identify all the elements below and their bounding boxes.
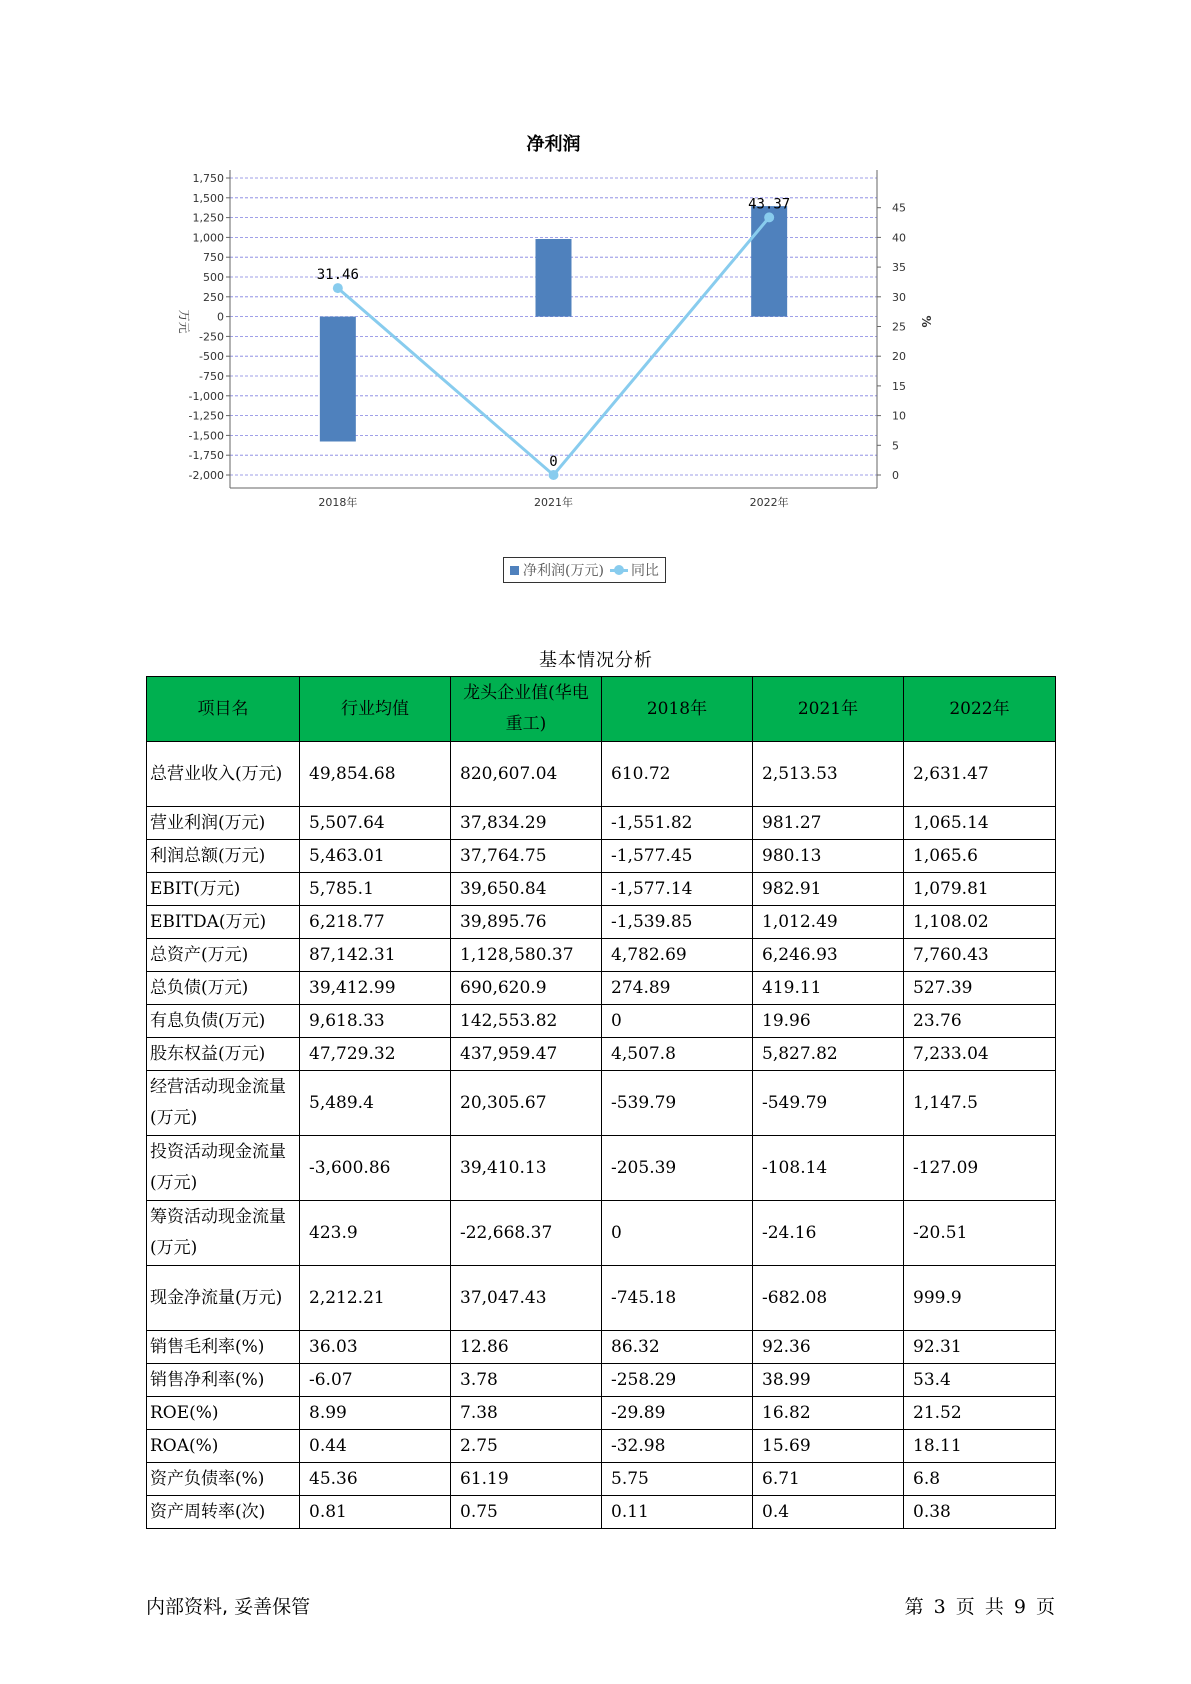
value-cell: 37,834.29 — [451, 807, 602, 840]
value-cell: 527.39 — [904, 972, 1056, 1005]
value-cell: 92.36 — [753, 1331, 904, 1364]
right-tick-label: 15 — [892, 379, 906, 393]
row-name-cell: 有息负债(万元) — [147, 1005, 300, 1038]
value-cell: 820,607.04 — [451, 742, 602, 807]
table-body — [147, 742, 1056, 1529]
left-tick-label: 1,500 — [192, 191, 224, 205]
value-cell: -24.16 — [753, 1201, 904, 1266]
right-tick-label: 30 — [892, 290, 906, 304]
value-cell: 39,895.76 — [451, 906, 602, 939]
row-name-cell: EBIT(万元) — [147, 873, 300, 906]
left-tick-label: 1,000 — [192, 231, 224, 245]
right-tick-label: 45 — [892, 201, 906, 215]
value-cell: -549.79 — [753, 1071, 904, 1136]
value-cell: 4,507.8 — [602, 1038, 753, 1071]
value-cell: 37,047.43 — [451, 1266, 602, 1331]
value-cell: 49,854.68 — [300, 742, 451, 807]
value-cell: 39,412.99 — [300, 972, 451, 1005]
value-cell: 6.8 — [904, 1463, 1056, 1496]
row-name-cell: 总营业收入(万元) — [147, 742, 300, 807]
value-cell: 999.9 — [904, 1266, 1056, 1331]
value-cell: 37,764.75 — [451, 840, 602, 873]
value-cell: 437,959.47 — [451, 1038, 602, 1071]
row-name-cell: 营业利润(万元) — [147, 807, 300, 840]
table-row — [147, 1430, 1056, 1463]
table-row — [147, 873, 1056, 906]
value-cell: 1,079.81 — [904, 873, 1056, 906]
header-cell: 龙头企业值(华电重工) — [451, 677, 602, 742]
left-axis-name: 万元 — [177, 309, 191, 334]
row-name-cell: 销售毛利率(%) — [147, 1331, 300, 1364]
value-cell: 1,012.49 — [753, 906, 904, 939]
category-label: 2022年 — [749, 496, 789, 509]
net-profit-chart — [170, 130, 1030, 590]
header-cell: 项目名 — [147, 677, 300, 742]
row-name-cell: 投资活动现金流量(万元) — [147, 1136, 300, 1201]
row-name-cell: 总负债(万元) — [147, 972, 300, 1005]
value-cell: -1,577.45 — [602, 840, 753, 873]
value-cell: 19.96 — [753, 1005, 904, 1038]
row-name-cell: 资产负债率(%) — [147, 1463, 300, 1496]
value-cell: 5.75 — [602, 1463, 753, 1496]
value-cell: 690,620.9 — [451, 972, 602, 1005]
row-name-cell: 股东权益(万元) — [147, 1038, 300, 1071]
left-tick-label: -1,000 — [188, 389, 224, 403]
left-tick-label: -1,500 — [188, 429, 224, 443]
value-cell: -3,600.86 — [300, 1136, 451, 1201]
table-row — [147, 1496, 1056, 1529]
value-cell: 12.86 — [451, 1331, 602, 1364]
table-caption: 基本情况分析 — [539, 650, 653, 671]
right-tick-label: 20 — [892, 350, 906, 364]
value-cell: 39,650.84 — [451, 873, 602, 906]
row-name-cell: 销售净利率(%) — [147, 1364, 300, 1397]
value-cell: 47,729.32 — [300, 1038, 451, 1071]
right-tick-label: 35 — [892, 261, 906, 275]
table-row — [147, 807, 1056, 840]
row-name-cell: 筹资活动现金流量(万元) — [147, 1201, 300, 1266]
value-cell: -1,539.85 — [602, 906, 753, 939]
value-cell: 142,553.82 — [451, 1005, 602, 1038]
category-label: 2018年 — [318, 496, 358, 509]
right-axis-name: % — [919, 315, 933, 328]
value-cell: -1,551.82 — [602, 807, 753, 840]
row-name-cell: EBITDA(万元) — [147, 906, 300, 939]
value-cell: 5,489.4 — [300, 1071, 451, 1136]
value-cell: 45.36 — [300, 1463, 451, 1496]
row-name-cell: 资产周转率(次) — [147, 1496, 300, 1529]
value-cell: 610.72 — [602, 742, 753, 807]
row-name-cell: 利润总额(万元) — [147, 840, 300, 873]
value-cell: 7,760.43 — [904, 939, 1056, 972]
left-tick-label: -1,250 — [188, 409, 224, 423]
legend-line-swatch — [610, 565, 628, 575]
value-cell: -32.98 — [602, 1430, 753, 1463]
table-row — [147, 1071, 1056, 1136]
row-name-cell: 现金净流量(万元) — [147, 1266, 300, 1331]
value-cell: 20,305.67 — [451, 1071, 602, 1136]
value-cell: -29.89 — [602, 1397, 753, 1430]
value-cell: 23.76 — [904, 1005, 1056, 1038]
yoy-point — [549, 470, 559, 480]
table-row — [147, 1005, 1056, 1038]
value-cell: -1,577.14 — [602, 873, 753, 906]
table-row — [147, 939, 1056, 972]
right-tick-label: 5 — [892, 439, 899, 453]
legend-bar-label: 净利润(万元) — [523, 563, 604, 579]
left-tick-label: 1,250 — [192, 211, 224, 225]
value-cell: 0.4 — [753, 1496, 904, 1529]
value-cell: 21.52 — [904, 1397, 1056, 1430]
legend-item-line — [604, 560, 659, 580]
row-name-cell: 经营活动现金流量(万元) — [147, 1071, 300, 1136]
value-cell: 9,618.33 — [300, 1005, 451, 1038]
value-cell: -682.08 — [753, 1266, 904, 1331]
legend-line-label: 同比 — [630, 563, 659, 579]
value-cell: 5,785.1 — [300, 873, 451, 906]
value-cell: 0.75 — [451, 1496, 602, 1529]
value-cell: 2,513.53 — [753, 742, 904, 807]
value-cell: 0.44 — [300, 1430, 451, 1463]
value-cell: 18.11 — [904, 1430, 1056, 1463]
legend-bar-swatch — [510, 566, 519, 575]
table-row — [147, 1266, 1056, 1331]
value-cell: 7.38 — [451, 1397, 602, 1430]
table-row — [147, 1397, 1056, 1430]
value-cell: 61.19 — [451, 1463, 602, 1496]
value-cell: 0.81 — [300, 1496, 451, 1529]
value-cell: 423.9 — [300, 1201, 451, 1266]
value-cell: 1,065.14 — [904, 807, 1056, 840]
value-cell: 53.4 — [904, 1364, 1056, 1397]
value-cell: 15.69 — [753, 1430, 904, 1463]
chart-svg — [170, 130, 1030, 590]
value-cell: 5,507.64 — [300, 807, 451, 840]
value-cell: -20.51 — [904, 1201, 1056, 1266]
category-label: 2021年 — [534, 496, 573, 509]
left-tick-label: 500 — [203, 271, 224, 284]
table-row — [147, 906, 1056, 939]
left-tick-label: 0 — [217, 310, 224, 324]
table-row — [147, 1331, 1056, 1364]
yoy-point — [333, 283, 343, 293]
value-cell: 2,631.47 — [904, 742, 1056, 807]
value-cell: -6.07 — [300, 1364, 451, 1397]
header-cell: 行业均值 — [300, 677, 451, 742]
value-cell: 39,410.13 — [451, 1136, 602, 1201]
value-cell: 980.13 — [753, 840, 904, 873]
value-cell: 1,128,580.37 — [451, 939, 602, 972]
value-cell: 8.99 — [300, 1397, 451, 1430]
chart-legend — [503, 557, 666, 583]
left-tick-label: -1,750 — [188, 449, 224, 463]
header-cell: 2022年 — [904, 677, 1056, 742]
value-cell: -127.09 — [904, 1136, 1056, 1201]
left-tick-label: -750 — [199, 370, 224, 383]
table-row — [147, 742, 1056, 807]
footer-confidential-note: 内部资料, 妥善保管 — [146, 1596, 311, 1618]
value-cell: 0.38 — [904, 1496, 1056, 1529]
value-cell: 87,142.31 — [300, 939, 451, 972]
value-cell: 1,108.02 — [904, 906, 1056, 939]
table-row — [147, 1364, 1056, 1397]
footer-page-number: 第 3 页 共 9 页 — [904, 1596, 1055, 1618]
value-cell: 36.03 — [300, 1331, 451, 1364]
table-row — [147, 1038, 1056, 1071]
value-cell: 981.27 — [753, 807, 904, 840]
value-cell: 419.11 — [753, 972, 904, 1005]
value-cell: 0 — [602, 1005, 753, 1038]
table-header-row — [147, 677, 1056, 742]
value-cell: 3.78 — [451, 1364, 602, 1397]
value-cell: 7,233.04 — [904, 1038, 1056, 1071]
value-cell: 38.99 — [753, 1364, 904, 1397]
table-row — [147, 1463, 1056, 1496]
value-cell: -258.29 — [602, 1364, 753, 1397]
row-name-cell: ROA(%) — [147, 1430, 300, 1463]
table-row — [147, 1201, 1056, 1266]
value-cell: 0 — [602, 1201, 753, 1266]
yoy-point — [764, 212, 774, 222]
yoy-data-label: 43.37 — [748, 196, 791, 213]
value-cell: -205.39 — [602, 1136, 753, 1201]
legend-item-bar — [510, 560, 604, 580]
table-row — [147, 840, 1056, 873]
value-cell: 16.82 — [753, 1397, 904, 1430]
left-tick-label: -2,000 — [188, 469, 224, 482]
value-cell: 6,246.93 — [753, 939, 904, 972]
row-name-cell: ROE(%) — [147, 1397, 300, 1430]
value-cell: 1,065.6 — [904, 840, 1056, 873]
analysis-table — [146, 676, 1056, 1529]
value-cell: -539.79 — [602, 1071, 753, 1136]
value-cell: 2,212.21 — [300, 1266, 451, 1331]
net-profit-bar — [751, 206, 787, 316]
value-cell: 5,827.82 — [753, 1038, 904, 1071]
right-tick-label: 10 — [892, 409, 906, 423]
value-cell: 6.71 — [753, 1463, 904, 1496]
left-tick-label: 750 — [203, 251, 224, 265]
value-cell: 0.11 — [602, 1496, 753, 1529]
value-cell: -108.14 — [753, 1136, 904, 1201]
row-name-cell: 总资产(万元) — [147, 939, 300, 972]
value-cell: 4,782.69 — [602, 939, 753, 972]
header-cell: 2021年 — [753, 677, 904, 742]
left-tick-label: 250 — [203, 290, 224, 304]
left-tick-label: 1,750 — [192, 172, 224, 185]
value-cell: -745.18 — [602, 1266, 753, 1331]
table-row — [147, 972, 1056, 1005]
right-tick-label: 40 — [892, 231, 906, 245]
yoy-data-label: 0 — [549, 454, 558, 470]
left-tick-label: -500 — [199, 350, 224, 364]
left-tick-label: -250 — [199, 330, 224, 344]
value-cell: 982.91 — [753, 873, 904, 906]
value-cell: 274.89 — [602, 972, 753, 1005]
net-profit-bar — [536, 239, 572, 317]
chart-title: 净利润 — [526, 134, 581, 155]
value-cell: 2.75 — [451, 1430, 602, 1463]
table-row — [147, 1136, 1056, 1201]
value-cell: 5,463.01 — [300, 840, 451, 873]
net-profit-bar — [320, 317, 356, 442]
value-cell: 92.31 — [904, 1331, 1056, 1364]
header-cell: 2018年 — [602, 677, 753, 742]
value-cell: -22,668.37 — [451, 1201, 602, 1266]
right-tick-label: 25 — [892, 320, 906, 334]
value-cell: 86.32 — [602, 1331, 753, 1364]
yoy-data-label: 31.46 — [316, 267, 359, 284]
right-tick-label: 0 — [892, 469, 899, 482]
value-cell: 6,218.77 — [300, 906, 451, 939]
value-cell: 1,147.5 — [904, 1071, 1056, 1136]
